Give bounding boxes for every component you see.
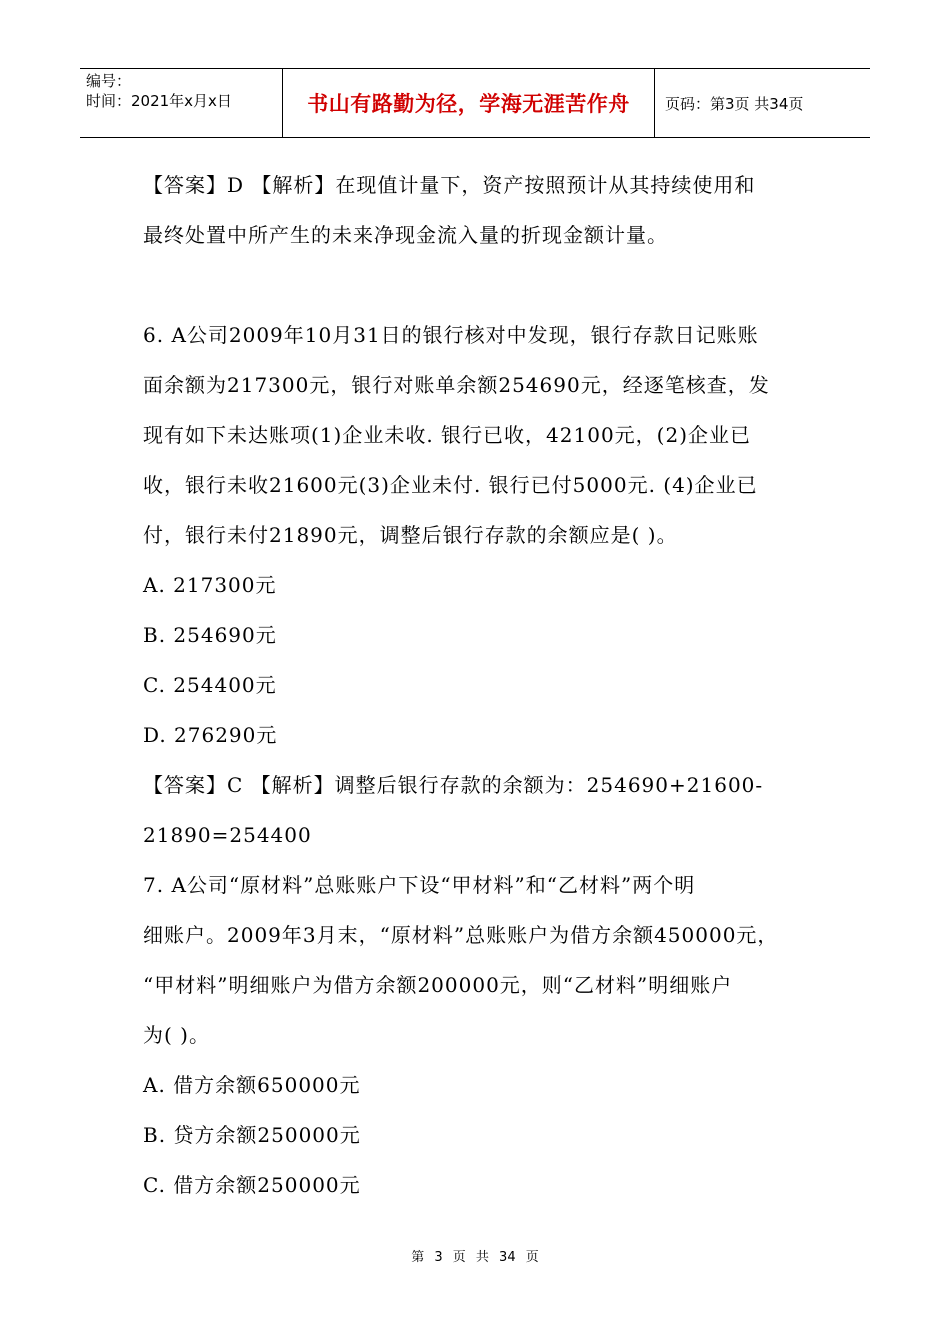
page-header	[80, 68, 870, 138]
question-7-line: 为( )。	[143, 1023, 210, 1047]
question-6-line: 现有如下未达账项(1)企业未收. 银行已收，42100元，(2)企业已	[143, 423, 751, 447]
question-7-line: “甲材料”明细账户为借方余额200000元，则“乙材料”明细账户	[143, 973, 733, 997]
question-6-line: 面余额为217300元，银行对账单余额254690元，经逐笔核查，发	[143, 373, 770, 397]
question-6-line: 付，银行未付21890元，调整后银行存款的余额应是( )。	[143, 523, 678, 547]
document-body	[143, 160, 815, 1210]
body-line: 【答案】D 【解析】在现值计量下，资产按照预计从其持续使用和	[143, 173, 756, 197]
answer-line: 21890=254400	[143, 823, 312, 847]
option-b: B. 贷方余额250000元	[143, 1123, 361, 1147]
option-a: A. 217300元	[143, 573, 277, 597]
question-7-line: 7. A公司“原材料”总账账户下设“甲材料”和“乙材料”两个明	[143, 873, 696, 897]
paragraph-gap	[143, 260, 815, 310]
header-page-info: 页码：第3页 共34页	[665, 94, 804, 113]
answer-line: 【答案】C 【解析】调整后银行存款的余额为：254690+21600-	[143, 773, 764, 797]
option-a: A. 借方余额650000元	[143, 1073, 361, 1097]
question-6-line: 6. A公司2009年10月31日的银行核对中发现，银行存款日记账账	[143, 323, 759, 347]
header-motto: 书山有路勤为径，学海无涯苦作舟	[283, 69, 655, 137]
option-d: D. 276290元	[143, 723, 278, 747]
question-6-line: 收，银行未收21600元(3)企业未付. 银行已付5000元. (4)企业已	[143, 473, 758, 497]
header-left-cell	[80, 69, 283, 137]
body-line: 最终处置中所产生的未来净现金流入量的折现金额计量。	[143, 223, 668, 247]
option-c: C. 借方余额250000元	[143, 1173, 361, 1197]
document-number-label: 编号：	[86, 72, 132, 90]
question-7-line: 细账户。2009年3月末，“原材料”总账账户为借方余额450000元，	[143, 923, 779, 947]
page-footer: 第 3 页 共 34 页	[411, 1250, 539, 1265]
option-c: C. 254400元	[143, 673, 277, 697]
option-b: B. 254690元	[143, 623, 277, 647]
document-date: 时间：2021年x月x日	[86, 92, 232, 110]
